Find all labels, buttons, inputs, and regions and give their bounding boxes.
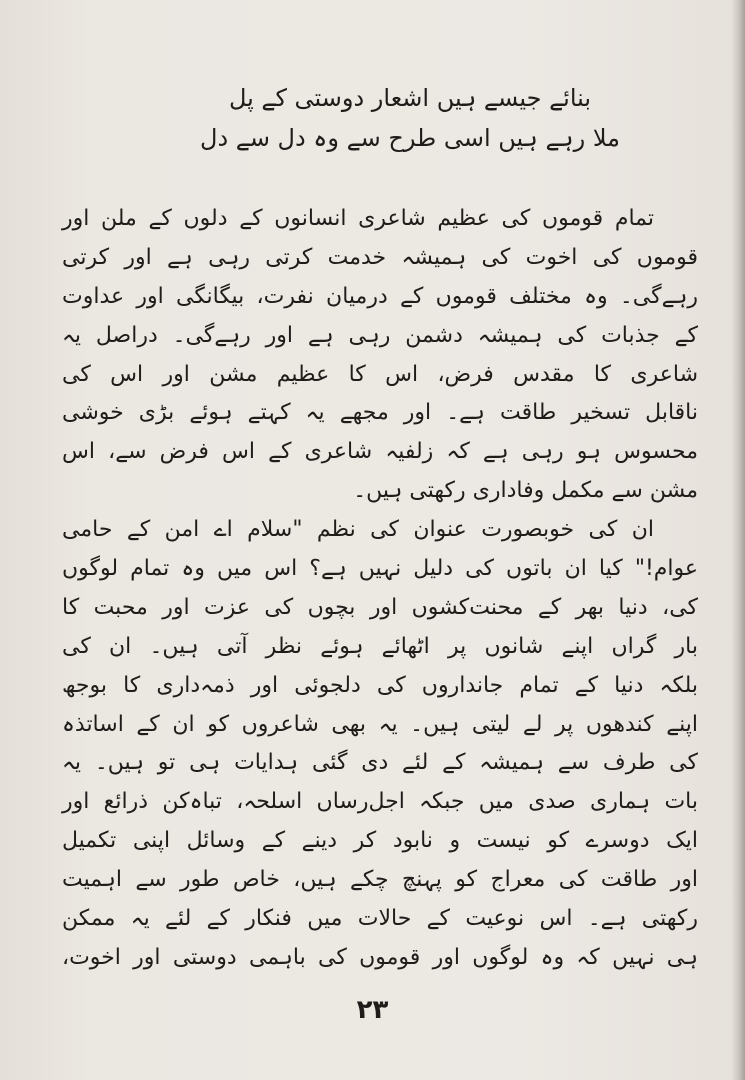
opening-couplet xyxy=(200,78,620,158)
couplet-line-1: بنائے جیسے ہیں اشعار دوستی کے پل xyxy=(228,84,592,112)
text-line: اور طاقت کی معراج کو پہنچ چکے ہیں، خاص طور سے اہمیت xyxy=(62,867,698,893)
text-line: مشن سے مکمل وفاداری رکھتی ہیں۔ xyxy=(353,478,698,504)
text-line: کی، دنیا بھر کے محنت‌کشوں اور بچوں کی عزت اور محبت کا xyxy=(62,594,698,620)
text-line: بلکہ دنیا کے تمام جانداروں کی دلجوئی اور ذمہ‌داری کا بوجھ xyxy=(62,672,698,698)
text-line: اپنے کندھوں پر لے لیتی ہیں۔ یہ بھی شاعروں کو ان کے اساتذہ xyxy=(62,711,698,737)
page-edge-shadow xyxy=(731,0,745,1080)
couplet-line-2: ملا رہے ہیں اسی طرح سے وہ دل سے دل xyxy=(200,124,620,152)
text-line: رکھتی ہے۔ اس نوعیت کے حالات میں فنکار کے لئے یہ ممکن xyxy=(62,906,698,932)
text-line: عوام!" کیا ان باتوں کی دلیل نہیں ہے؟ اس میں وہ تمام لوگوں xyxy=(62,556,698,582)
text-line: ناقابل تسخیر طاقت ہے۔ اور مجھے یہ کہتے ہوئے بڑی خوشی xyxy=(62,400,698,426)
text-line: ان کی خوبصورت عنوان کی نظم "سلام اے امن کے حامی xyxy=(62,517,654,543)
text-line: رہےگی۔ وہ مختلف قوموں کے درمیان نفرت، بیگانگی اور عداوت xyxy=(62,283,698,309)
text-line: کی طرف سے ہمیشہ کے لئے دی گئی ہدایات ہی تو ہیں۔ یہ xyxy=(62,750,698,776)
text-line: ہی نہیں کہ وہ لوگوں اور قوموں کی باہمی دوستی اور اخوت، xyxy=(62,944,698,970)
text-line: تمام قوموں کی عظیم شاعری انسانوں کے دلوں کے ملن اور xyxy=(62,206,654,231)
text-line: کے جذبات کی ہمیشہ دشمن رہی ہے اور رہےگی۔ دراصل یہ xyxy=(62,322,698,348)
text-line: محسوس ہو رہی ہے کہ زلفیہ شاعری کے اس فرض سے، اس xyxy=(62,439,698,465)
body-text xyxy=(62,200,698,978)
text-line: قوموں کی اخوت کی ہمیشہ خدمت کرتی رہی ہے اور کرتی xyxy=(62,244,698,270)
text-line: ایک دوسرے کو نیست و نابود کر دینے کے وسائل اپنی تکمیل xyxy=(62,828,698,854)
page-number: ۲۳ xyxy=(356,995,389,1025)
text-line: بات ہماری صدی میں جبکہ اجل‌رساں اسلحہ، تباہ‌کن ذرائع اور xyxy=(62,789,698,815)
text-line: شاعری کا مقدس فرض، اس کا عظیم مشن اور اس کی xyxy=(62,361,698,387)
text-line: بار گراں اپنے شانوں پر اٹھائے ہوئے نظر آتی ہیں۔ ان کی xyxy=(62,633,698,659)
